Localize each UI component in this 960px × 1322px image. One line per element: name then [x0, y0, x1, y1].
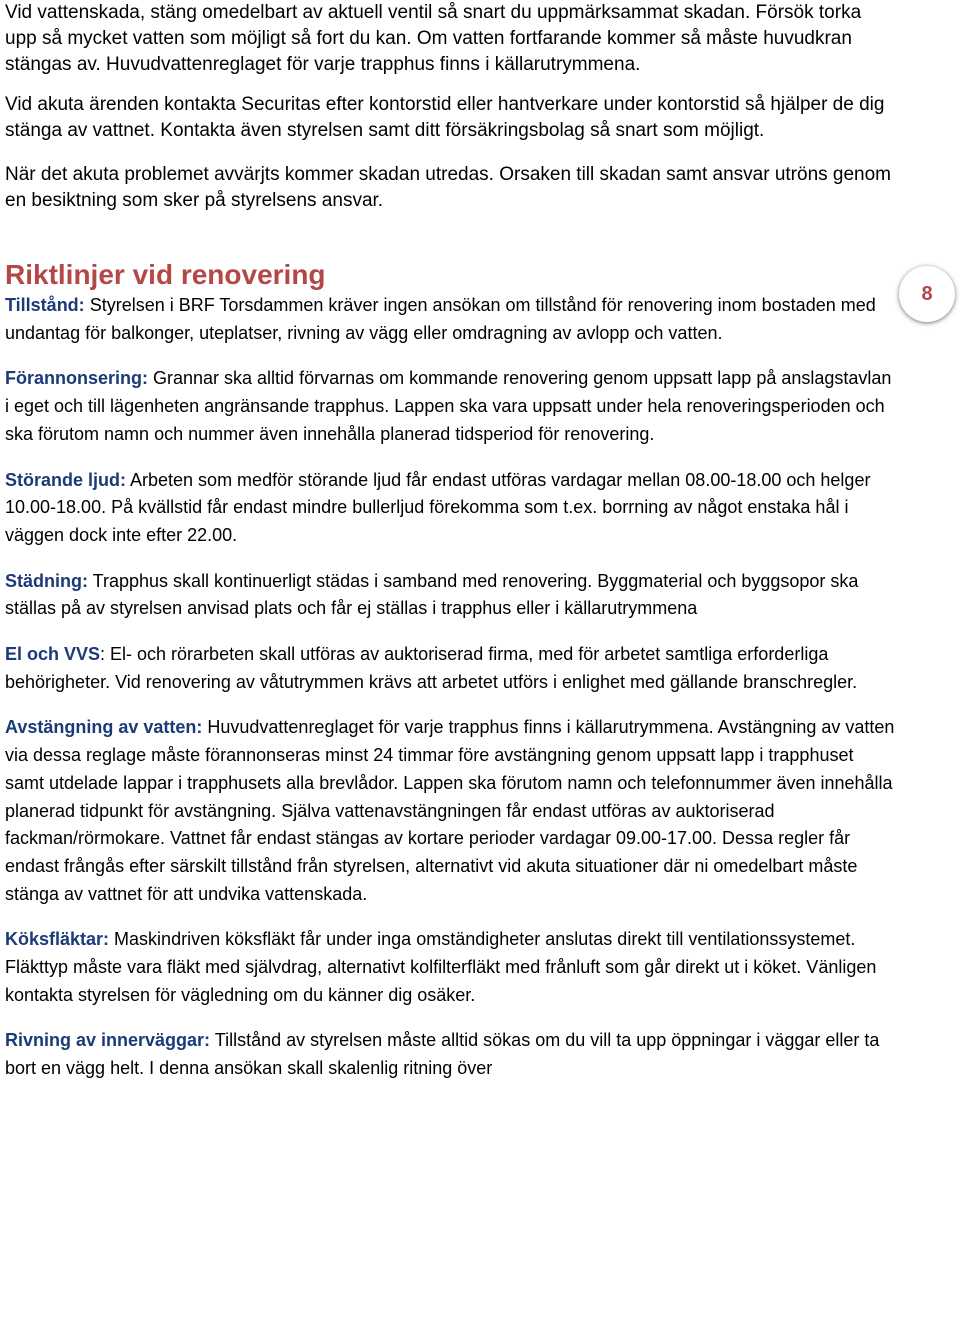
paragraph-text: Huvudvattenreglaget för varje trapphus finns i källarutrymmena. Avstängning av vatten via dessa reglage måste förannonseras minst 24 timmar före avstängning genom uppsatt lapp i trapphuset samt utdelade lappar i trapphusets alla brevlådor. Lappen ska förutom namn och telefonnummer även innehålla planerad tidpunkt för avstängning. Själva vattenavstängningen får endast utföras av auktoriserad fackman/rörmokare. Vattnet får endast stängas av kortare perioder vardagar 09.00-17.00. Dessa regler får endast frångås efter särskilt tillstånd från styrelsen, alternativt vid akuta situationer där ni omedelbart måste stänga av vattnet för att undvika vattenskada.: [5, 717, 895, 904]
paragraph-label: Störande ljud:: [5, 469, 126, 490]
paragraph-label: Tillstånd:: [5, 295, 85, 315]
paragraph-rivning: [5, 1027, 895, 1082]
paragraph-tillstand: [5, 292, 895, 347]
intro-paragraph-2: Vid akuta ärenden kontakta Securitas efter kontorstid eller hantverkare under kontorstid så hjälper de dig stänga av vattnet. Kontakta även styrelsen samt ditt försäkringsbolag så snart som möjligt.: [5, 94, 885, 141]
paragraph-avstangning: [5, 714, 895, 908]
paragraph-koksflaktar: [5, 926, 895, 1009]
paragraph-text: Tillstånd av styrelsen måste alltid sökas om du vill ta upp öppningar i väggar eller ta bort en vägg helt. I denna ansökan skall skalenlig ritning över: [5, 1030, 880, 1079]
paragraph-text: Styrelsen i BRF Torsdammen kräver ingen ansökan om tillstånd för renovering inom bostaden med undantag för balkonger, uteplatser, rivning av vägg eller omdragning av avlopp och vatten.: [5, 295, 876, 343]
page-number-badge: [899, 266, 955, 322]
paragraph-text: : El- och rörarbeten skall utföras av auktoriserad firma, med för arbetet samtliga erforderliga behörigheter. Vid renovering av våtutrymmen krävs att arbetet utförs i enlighet med gällande branschregler.: [5, 644, 858, 692]
document-page: [5, 0, 895, 1083]
paragraph-label: Köksfläktar:: [5, 929, 110, 950]
paragraph-text: Trapphus skall kontinuerligt städas i samband med renovering. Byggmaterial och byggsopor ska ställas på av styrelsen anvisad plats och får ej ställas i trapphus eller i källarutrymmena: [5, 570, 859, 619]
paragraph-label: Rivning av innerväggar:: [5, 1030, 211, 1051]
paragraph-text: Arbeten som medför störande ljud får endast utföras vardagar mellan 08.00-18.00 och helger 10.00-18.00. På kvällstid får endast mindre bullerljud förekomma som t.ex. borrning av något enstaka hål i väggen dock inte efter 22.00.: [5, 469, 871, 545]
paragraph-label: Förannonsering:: [5, 368, 148, 389]
paragraph-label: Avstängning av vatten:: [5, 717, 203, 738]
paragraph-forannonsering: [5, 365, 895, 448]
paragraph-label: El och VVS: [5, 644, 101, 665]
paragraph-label: Städning:: [5, 570, 88, 591]
paragraph-text: Maskindriven köksfläkt får under inga omständigheter anslutas direkt till ventilationssystemet. Fläkttyp måste vara fläkt med självdrag, alternativt kolfilterfläkt med frånluft som går direkt ut i köket. Vänligen kontakta styrelsen för vägledning om du känner dig osäker.: [5, 929, 877, 1005]
section-title: Riktlinjer vid renovering: [5, 259, 326, 290]
paragraph-storande-ljud: [5, 467, 895, 550]
intro-paragraph-1: Vid vattenskada, stäng omedelbart av aktuell ventil så snart du uppmärksammat skadan. Försök torka upp så mycket vatten som möjligt så fort du kan. Om vatten fortfarande kommer så måste huvudkran stängas av. Huvudvattenreglaget för varje trapphus finns i källarutrymmena.: [5, 2, 862, 75]
paragraph-text: Grannar ska alltid förvarnas om kommande renovering genom uppsatt lapp på anslagstavlan i eget och till lägenheten angränsande trapphus. Lappen ska vara uppsatt under hela renoveringsperioden och ska förutom namn och nummer även innehålla planerad tidsperiod för renovering.: [5, 368, 892, 444]
paragraph-el-och-vvs: [5, 641, 895, 696]
intro-paragraph-3: När det akuta problemet avvärjts kommer skadan utredas. Orsaken till skadan samt ansvar utröns genom en besiktning som sker på styrelsens ansvar.: [5, 164, 892, 211]
paragraph-stadning: [5, 568, 895, 623]
page-number: 8: [921, 282, 933, 305]
